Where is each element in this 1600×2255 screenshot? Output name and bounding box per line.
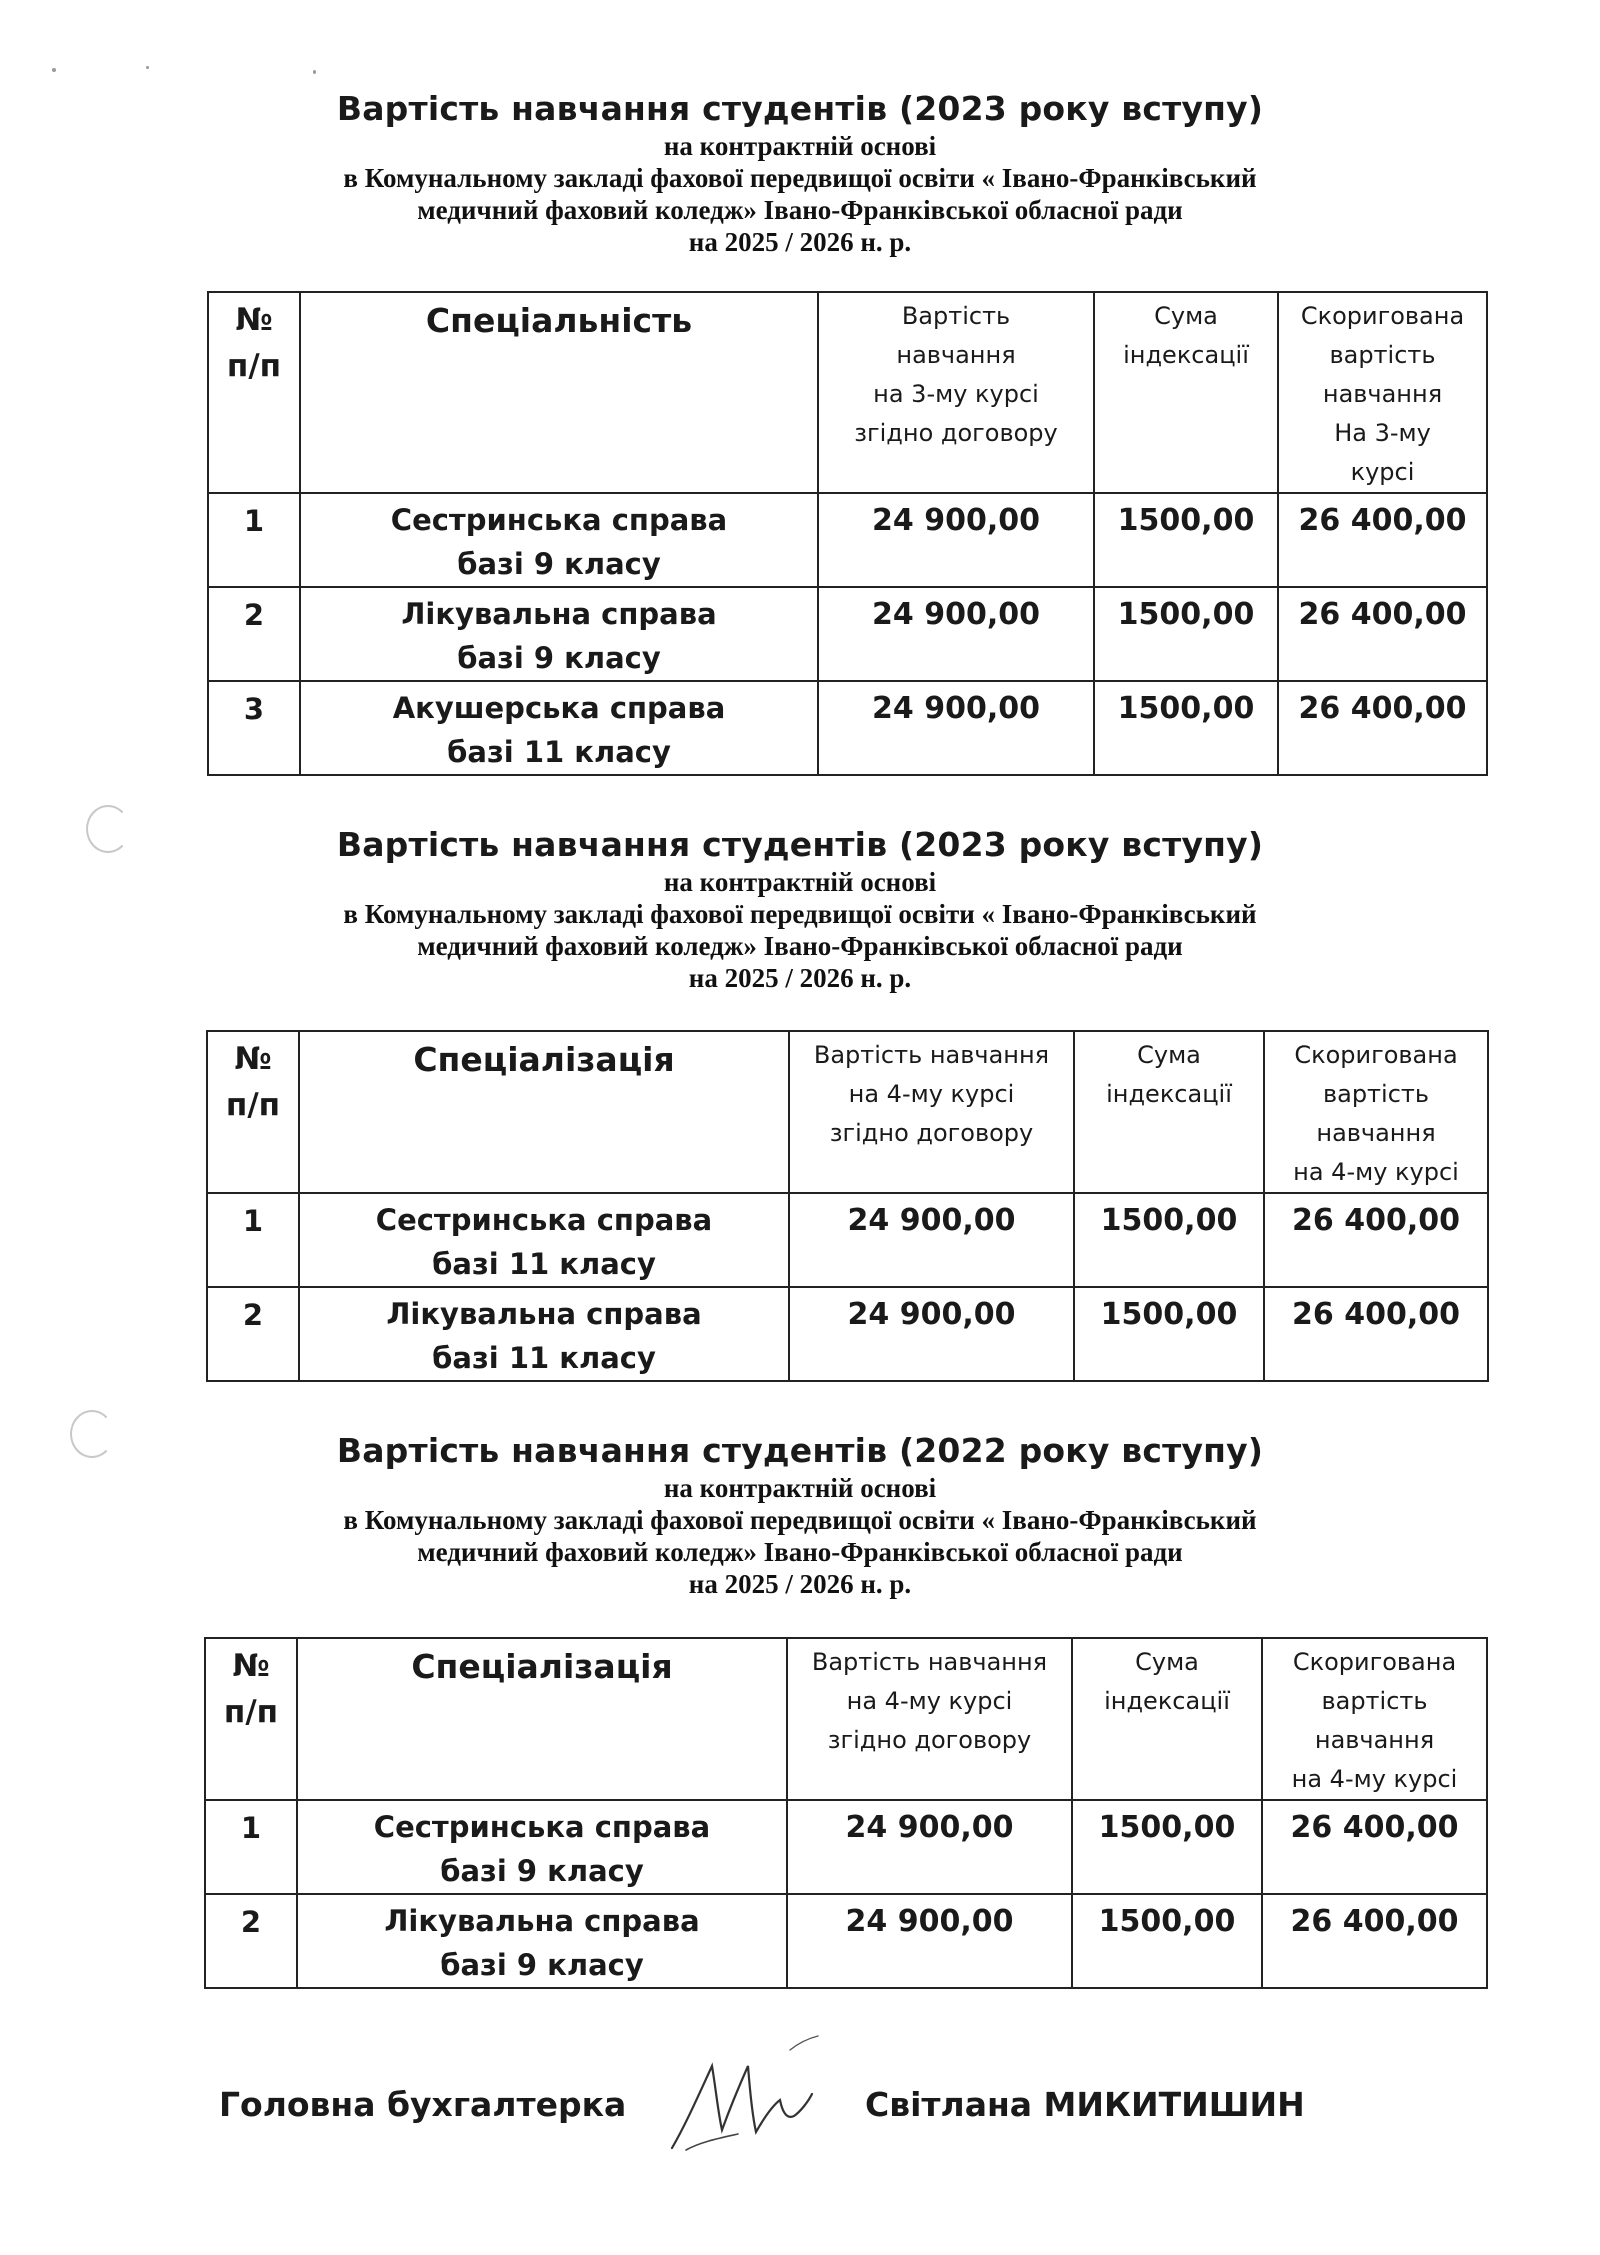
table-row bbox=[205, 1894, 1487, 1988]
row-specialization: Лікувальна справа базі 11 класу bbox=[299, 1287, 789, 1381]
section-1-institution-line2: медичний фаховий коледж» Івано-Франківської обласної ради bbox=[417, 195, 1183, 225]
section-3-title: Вартість навчання студентів (2022 року вступу) bbox=[336, 1431, 1264, 1470]
row-contract-cost: 24 900,00 bbox=[818, 681, 1094, 775]
table-header-row bbox=[207, 1031, 1488, 1193]
row-number: 2 bbox=[207, 1287, 299, 1381]
row-specialty: Акушерська справа базі 11 класу bbox=[300, 681, 818, 775]
header-row-number: № п/п bbox=[207, 1031, 299, 1193]
row-adjusted-cost: 26 400,00 bbox=[1262, 1894, 1487, 1988]
row-indexation: 1500,00 bbox=[1094, 493, 1278, 587]
scan-speck bbox=[146, 66, 149, 69]
table-row bbox=[208, 681, 1487, 775]
row-number: 2 bbox=[205, 1894, 297, 1988]
row-indexation: 1500,00 bbox=[1074, 1193, 1264, 1287]
row-number: 2 bbox=[208, 587, 300, 681]
signatory-name: Світлана МИКИТИШИН bbox=[865, 2085, 1305, 2124]
row-adjusted-cost: 26 400,00 bbox=[1262, 1800, 1487, 1894]
section-2-title: Вартість навчання студентів (2023 року вступу) bbox=[336, 825, 1264, 864]
table-header-row bbox=[208, 292, 1487, 493]
row-specialization: Лікувальна справа базі 9 класу bbox=[297, 1894, 787, 1988]
table-row bbox=[205, 1800, 1487, 1894]
row-specialization: Сестринська справа базі 9 класу bbox=[297, 1800, 787, 1894]
section-1-heading bbox=[0, 88, 1600, 258]
row-adjusted-cost: 26 400,00 bbox=[1264, 1287, 1488, 1381]
row-number: 1 bbox=[207, 1193, 299, 1287]
row-indexation: 1500,00 bbox=[1072, 1894, 1262, 1988]
section-2-heading bbox=[0, 824, 1600, 994]
row-number: 1 bbox=[205, 1800, 297, 1894]
header-contract-cost: Вартість навчання на 3-му курсі згідно договору bbox=[818, 292, 1094, 493]
row-contract-cost: 24 900,00 bbox=[818, 587, 1094, 681]
row-specialty: Сестринська справа базі 9 класу bbox=[300, 493, 818, 587]
section-3-basis: на контрактній основі bbox=[663, 1473, 937, 1503]
section-2-institution-line1: в Комунальному закладі фахової передвищої освіти « Івано-Франківський bbox=[343, 899, 1257, 929]
row-indexation: 1500,00 bbox=[1094, 587, 1278, 681]
table-row bbox=[208, 587, 1487, 681]
section-2-basis: на контрактній основі bbox=[663, 867, 937, 897]
signatory-position: Головна бухгалтерка bbox=[219, 2085, 627, 2124]
header-specialization: Спеціалізація bbox=[297, 1638, 787, 1800]
header-specialty: Спеціальність bbox=[300, 292, 818, 493]
section-1-fee-table bbox=[207, 291, 1488, 776]
row-contract-cost: 24 900,00 bbox=[787, 1800, 1072, 1894]
header-indexation: Сума індексації bbox=[1094, 292, 1278, 493]
section-2-fee-table bbox=[206, 1030, 1489, 1382]
header-adjusted-cost: Скоригована вартість навчання на 4-му курсі bbox=[1262, 1638, 1487, 1800]
row-adjusted-cost: 26 400,00 bbox=[1264, 1193, 1488, 1287]
section-3-heading bbox=[0, 1430, 1600, 1600]
punch-hole-mark bbox=[70, 1410, 114, 1458]
section-1-title: Вартість навчання студентів (2023 року вступу) bbox=[336, 89, 1264, 128]
header-adjusted-cost: Скоригована вартість навчання на 4-му курсі bbox=[1264, 1031, 1488, 1193]
section-1-basis: на контрактній основі bbox=[663, 131, 937, 161]
row-indexation: 1500,00 bbox=[1094, 681, 1278, 775]
section-2-academic-year: на 2025 / 2026 н. р. bbox=[688, 963, 912, 993]
table-header-row bbox=[205, 1638, 1487, 1800]
row-contract-cost: 24 900,00 bbox=[787, 1894, 1072, 1988]
section-3-institution-line1: в Комунальному закладі фахової передвищої освіти « Івано-Франківський bbox=[343, 1505, 1257, 1535]
header-adjusted-cost: Скоригована вартість навчання На 3-му курсі bbox=[1278, 292, 1487, 493]
header-row-number: № п/п bbox=[208, 292, 300, 493]
row-adjusted-cost: 26 400,00 bbox=[1278, 681, 1487, 775]
row-number: 1 bbox=[208, 493, 300, 587]
row-adjusted-cost: 26 400,00 bbox=[1278, 587, 1487, 681]
punch-hole-mark bbox=[86, 805, 130, 853]
table-row bbox=[208, 493, 1487, 587]
row-contract-cost: 24 900,00 bbox=[789, 1193, 1074, 1287]
scan-speck bbox=[52, 68, 56, 72]
row-specialization: Сестринська справа базі 11 класу bbox=[299, 1193, 789, 1287]
table-row bbox=[207, 1193, 1488, 1287]
header-contract-cost: Вартість навчання на 4-му курсі згідно договору bbox=[789, 1031, 1074, 1193]
header-row-number: № п/п bbox=[205, 1638, 297, 1800]
header-contract-cost: Вартість навчання на 4-му курсі згідно договору bbox=[787, 1638, 1072, 1800]
row-specialty: Лікувальна справа базі 9 класу bbox=[300, 587, 818, 681]
header-specialization: Спеціалізація bbox=[299, 1031, 789, 1193]
section-1-institution-line1: в Комунальному закладі фахової передвищої освіти « Івано-Франківський bbox=[343, 163, 1257, 193]
row-contract-cost: 24 900,00 bbox=[818, 493, 1094, 587]
section-3-institution-line2: медичний фаховий коледж» Івано-Франківської обласної ради bbox=[417, 1537, 1183, 1567]
section-1-academic-year: на 2025 / 2026 н. р. bbox=[688, 227, 912, 257]
scan-speck bbox=[313, 70, 316, 74]
header-indexation: Сума індексації bbox=[1072, 1638, 1262, 1800]
row-number: 3 bbox=[208, 681, 300, 775]
row-indexation: 1500,00 bbox=[1074, 1287, 1264, 1381]
row-adjusted-cost: 26 400,00 bbox=[1278, 493, 1487, 587]
row-indexation: 1500,00 bbox=[1072, 1800, 1262, 1894]
section-3-fee-table bbox=[204, 1637, 1488, 1989]
section-2-institution-line2: медичний фаховий коледж» Івано-Франківської обласної ради bbox=[417, 931, 1183, 961]
table-row bbox=[207, 1287, 1488, 1381]
handwritten-signature bbox=[660, 2030, 830, 2160]
header-indexation: Сума індексації bbox=[1074, 1031, 1264, 1193]
row-contract-cost: 24 900,00 bbox=[789, 1287, 1074, 1381]
section-3-academic-year: на 2025 / 2026 н. р. bbox=[688, 1569, 912, 1599]
